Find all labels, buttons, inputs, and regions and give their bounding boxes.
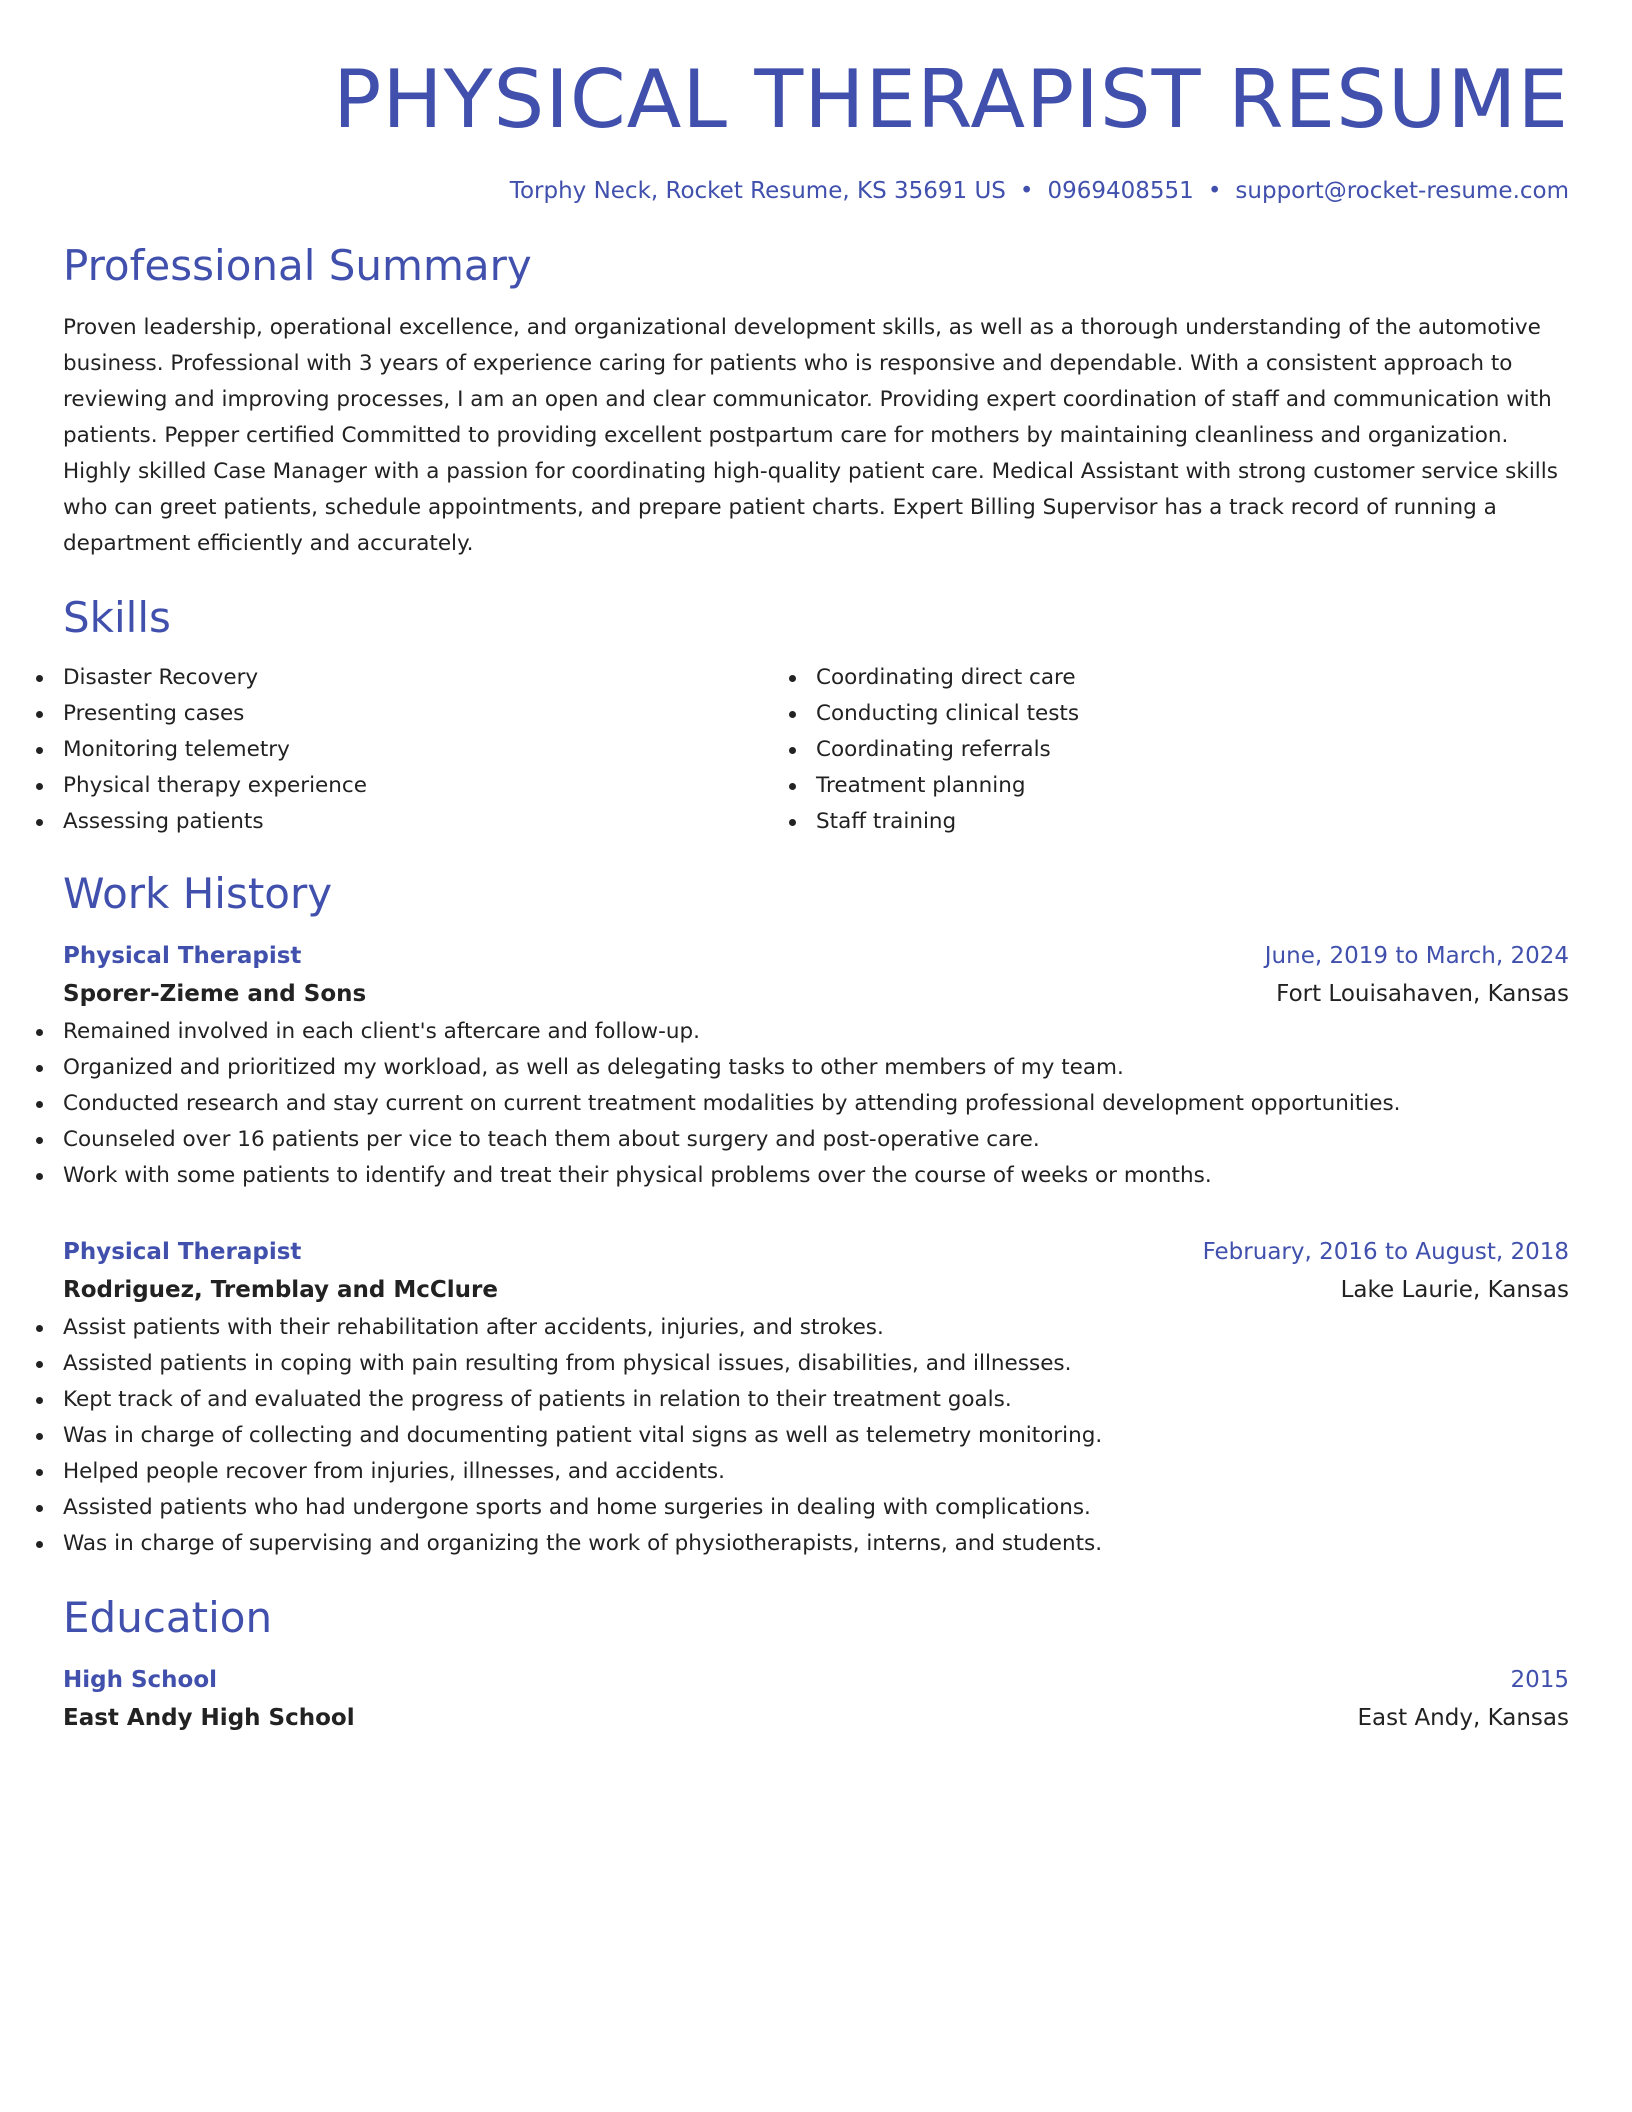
education-degree-row [63, 1662, 1569, 1698]
job-employer: Rodriguez, Tremblay and McClure [63, 1277, 498, 1303]
education-degree: High School [63, 1667, 218, 1693]
job-dates: February, 2016 to August, 2018 [1202, 1239, 1569, 1265]
job-title-row [63, 938, 1569, 974]
job-employer: Sporer-Zieme and Sons [63, 981, 367, 1007]
section-heading-summary: Professional Summary [63, 241, 532, 290]
job-location: Fort Louisahaven, Kansas [1276, 981, 1569, 1007]
section-work-history [63, 868, 1569, 1562]
job-dates: June, 2019 to March, 2024 [1264, 943, 1569, 969]
skills-column-right [816, 660, 1569, 840]
job-duty: Counseled over 16 patients per vice to teach them about surgery and post-operative care. [63, 1122, 1569, 1158]
job-entry [63, 1234, 1569, 1562]
section-education [63, 1592, 1569, 1738]
job-entry [63, 938, 1569, 1194]
education-school: East Andy High School [63, 1705, 355, 1731]
job-duty: Was in charge of collecting and documenting patient vital signs as well as telemetry monitoring. [63, 1418, 1569, 1454]
section-heading-skills: Skills [63, 593, 171, 642]
skill-item: Monitoring telemetry [63, 732, 816, 768]
skills-grid [63, 660, 1569, 840]
skills-column-left [63, 660, 816, 840]
education-school-row [63, 1698, 1569, 1738]
job-duties [63, 1014, 1569, 1194]
contact-phone: 0969408551 [1047, 178, 1194, 204]
section-heading-education: Education [63, 1593, 273, 1642]
section-professional-summary [63, 240, 1569, 562]
job-duty: Kept track of and evaluated the progress of patients in relation to their treatment goals. [63, 1382, 1569, 1418]
job-title: Physical Therapist [63, 943, 302, 969]
summary-text: Proven leadership, operational excellence, and organizational development skills, as well as a thorough understanding of the automotive business. Professional with 3 years of experience caring for patients who is responsive and dependable. With a consistent approach to reviewing and improving processes, I am an open and clear communicator. Providing expert coordination of staff and communication with patients. Pepper certified Committed to providing excellent postpartum care for mothers by maintaining cleanliness and organization. Highly skilled Case Manager with a passion for coordinating high-quality patient care. Medical Assistant with strong customer service skills who can greet patients, schedule appointments, and prepare patient charts. Expert Billing Supervisor has a track record of running a department efficiently and accurately. [63, 315, 1558, 556]
page-title: PHYSICAL THERAPIST RESUME [333, 53, 1569, 146]
contact-separator: • [1207, 178, 1222, 204]
skill-item: Disaster Recovery [63, 660, 816, 696]
section-heading-work: Work History [63, 869, 333, 918]
job-duty: Conducted research and stay current on current treatment modalities by attending professional development opportunities. [63, 1086, 1569, 1122]
job-duty: Was in charge of supervising and organizing the work of physiotherapists, interns, and students. [63, 1526, 1569, 1562]
skill-item: Staff training [816, 804, 1569, 840]
job-duty: Assisted patients in coping with pain resulting from physical issues, disabilities, and illnesses. [63, 1346, 1569, 1382]
skill-item: Coordinating referrals [816, 732, 1569, 768]
section-skills [63, 592, 1569, 840]
skill-item: Conducting clinical tests [816, 696, 1569, 732]
skill-item: Physical therapy experience [63, 768, 816, 804]
skill-item: Assessing patients [63, 804, 816, 840]
job-title: Physical Therapist [63, 1239, 302, 1265]
job-duty: Assist patients with their rehabilitation after accidents, injuries, and strokes. [63, 1310, 1569, 1346]
job-duty: Remained involved in each client's aftercare and follow-up. [63, 1014, 1569, 1050]
education-location: East Andy, Kansas [1357, 1705, 1569, 1731]
job-title-row [63, 1234, 1569, 1270]
skill-item: Coordinating direct care [816, 660, 1569, 696]
job-duty: Organized and prioritized my workload, as well as delegating tasks to other members of my team. [63, 1050, 1569, 1086]
contact-line [63, 176, 1569, 206]
contact-email: support@rocket-resume.com [1235, 178, 1569, 204]
job-duty: Assisted patients who had undergone sports and home surgeries in dealing with complications. [63, 1490, 1569, 1526]
skill-item: Treatment planning [816, 768, 1569, 804]
contact-separator: • [1019, 178, 1034, 204]
education-entry [63, 1662, 1569, 1738]
job-employer-row [63, 1270, 1569, 1310]
resume-header [63, 52, 1569, 206]
job-duty: Work with some patients to identify and treat their physical problems over the course of weeks or months. [63, 1158, 1569, 1194]
education-year: 2015 [1510, 1667, 1569, 1693]
job-employer-row [63, 974, 1569, 1014]
job-duty: Helped people recover from injuries, illnesses, and accidents. [63, 1454, 1569, 1490]
skill-item: Presenting cases [63, 696, 816, 732]
job-duties [63, 1310, 1569, 1562]
contact-address: Torphy Neck, Rocket Resume, KS 35691 US [509, 178, 1006, 204]
job-location: Lake Laurie, Kansas [1340, 1277, 1569, 1303]
